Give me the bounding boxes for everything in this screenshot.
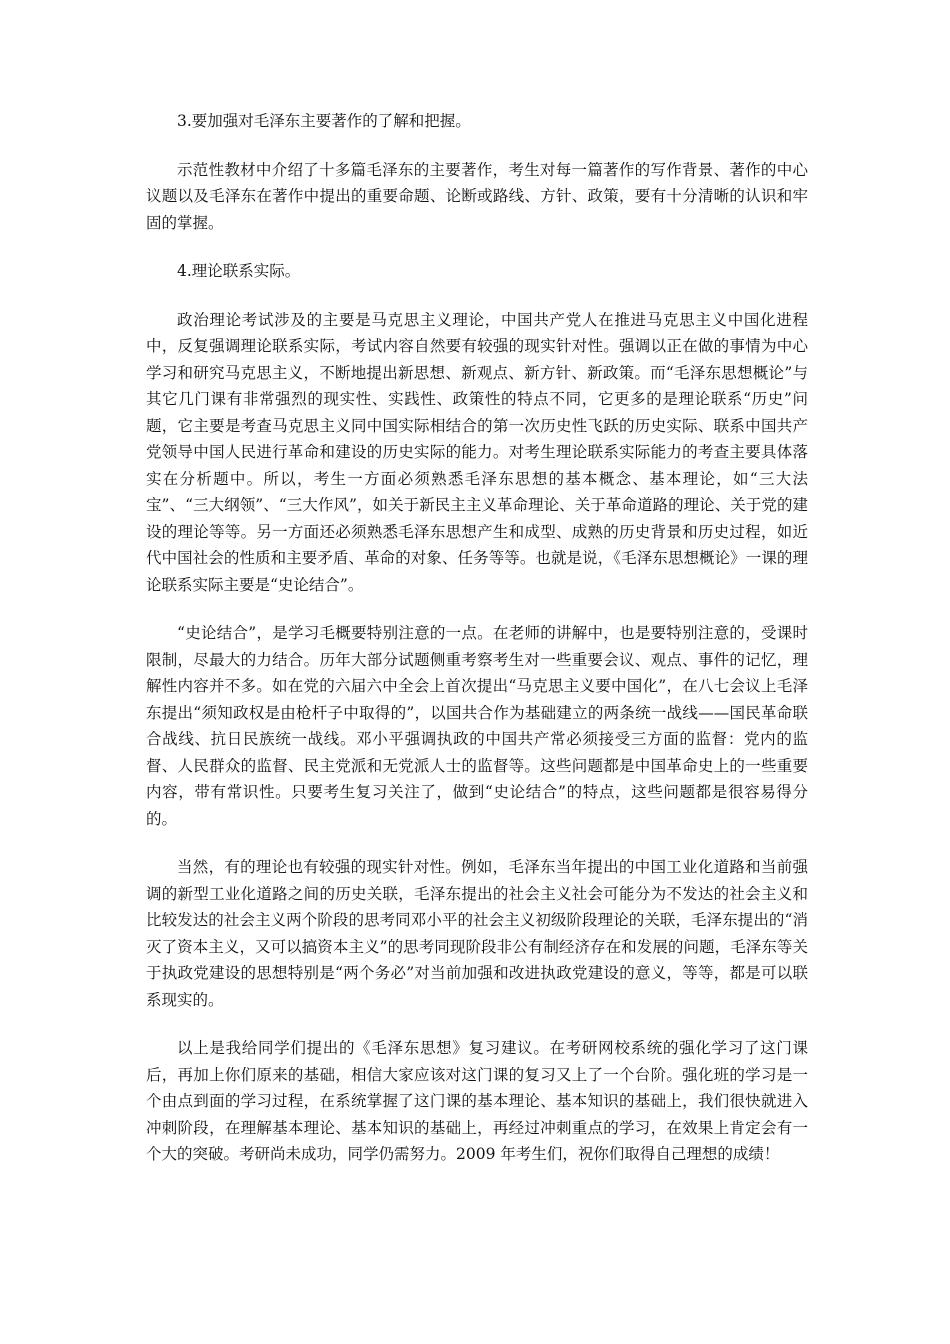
document-page bbox=[146, 108, 808, 1190]
section-3-paragraph: 示范性教材中介绍了十多篇毛泽东的主要著作，考生对每一篇著作的写作背景、著作的中心议题以及毛泽东在著作中提出的重要命题、论断或路线、方针、政策，要有十分清晰的认识和牢固的掌握。 bbox=[146, 160, 808, 232]
section-4-paragraph-1: 政治理论考试涉及的主要是马克思主义理论，中国共产党人在推进马克思主义中国化进程中，反复强调理论联系实际，考试内容自然要有较强的现实针对性。强调以正在做的事情为中心学习和研究马克思主义，不断地提出新思想、新观点、新方针、新政策。而“毛泽东思想概论”与其它几门课有非常强烈的现实性、实践性、政策性的特点不同，它更多的是理论联系“历史”问题，它主要是考查马克思主义同中国实际相结合的第一次历史性飞跃的历史实际、联系中国共产党领导中国人民进行革命和建设的历史实际的能力。对考生理论联系实际能力的考查主要具体落实在分析题中。所以，考生一方面必须熟悉毛泽东思想的基本概念、基本理论，如“三大法宝”、“三大纲领”、“三大作风”，如关于新民主主义革命理论、关于革命道路的理论、关于党的建设的理论等等。另一方面还必须熟悉毛泽东思想产生和成型、成熟的历史背景和历史过程，如近代中国社会的性质和主要矛盾、革命的对象、任务等等。也就是说，《毛泽东思想概论》一课的理论联系实际主要是“史论结合”。 bbox=[146, 310, 808, 594]
section-4-paragraph-2: “史论结合”，是学习毛概要特别注意的一点。在老师的讲解中，也是要特别注意的，受课时限制，尽最大的力结合。历年大部分试题侧重考察考生对一些重要会议、观点、事件的记忆，理解性内容并不多。如在党的六届六中全会上首次提出“马克思主义要中国化”，在八七会议上毛泽东提出“须知政权是由枪杆子中取得的”，以国共合作为基础建立的两条统一战线——国民革命联合战线、抗日民族统一战线。邓小平强调执政的中国共产常必须接受三方面的监督：党内的监督、人民群众的监督、民主党派和无党派人士的监督等。这些问题都是中国革命史上的一些重要内容，带有常识性。只要考生复习关注了，做到“史论结合”的特点，这些问题都是很容易得分的。 bbox=[146, 624, 808, 828]
section-3-heading: 3.要加强对毛泽东主要著作的了解和把握。 bbox=[177, 112, 471, 130]
conclusion-paragraph: 以上是我给同学们提出的《毛泽东思想》复习建议。在考研网校系统的强化学习了这门课后，再加上你们原来的基础，相信大家应该对这门课的复习又上了一个台阶。强化班的学习是一个由点到面的学习过程，在系统掌握了这门课的基本理论、基本知识的基础上，我们很快就进入冲刺阶段，在理解基本理论、基本知识的基础上，再经过冲刺重点的学习，在效果上肯定会有一个大的突破。考研尚未成功，同学仍需努力。2009 年考生们，祝你们取得自己理想的成绩！ bbox=[146, 1039, 808, 1163]
section-4-paragraph-3: 当然，有的理论也有较强的现实针对性。例如，毛泽东当年提出的中国工业化道路和当前强调的新型工业化道路之间的历史关联，毛泽东提出的社会主义社会可能分为不发达的社会主义和比较发达的社会主义两个阶段的思考同邓小平的社会主义初级阶段理论的关联，毛泽东提出的“消灭了资本主义，又可以搞资本主义”的思考同现阶段非公有制经济存在和发展的问题，毛泽东等关于执政党建设的思想特别是“两个务必”对当前加强和改进执政党建设的意义，等等，都是可以联系现实的。 bbox=[146, 858, 808, 1009]
section-4-heading: 4.理论联系实际。 bbox=[177, 262, 301, 280]
